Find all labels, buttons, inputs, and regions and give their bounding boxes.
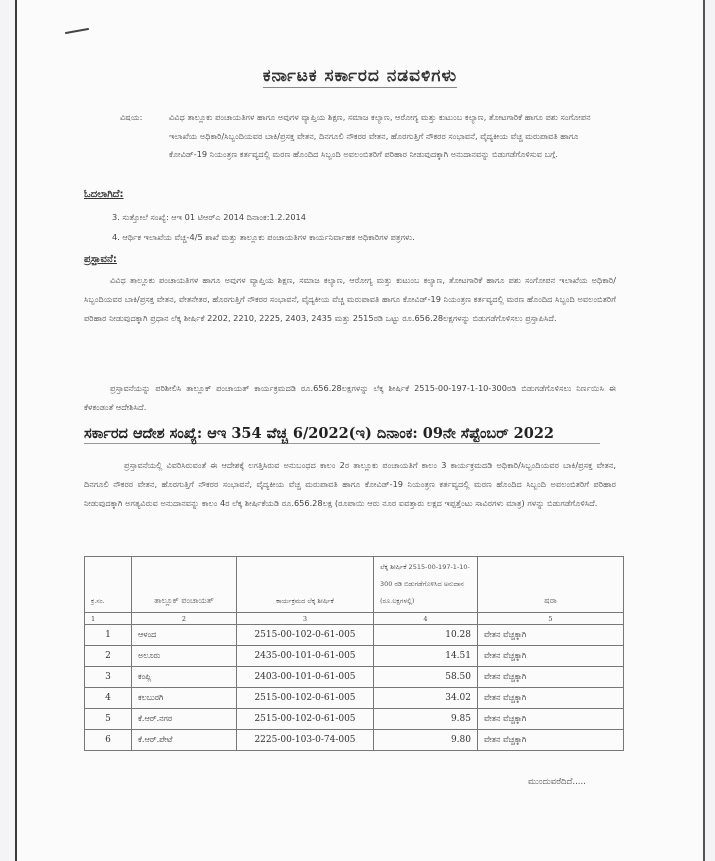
- cell-remarks: ವೇತನ ವೆಚ್ಚಕ್ಕಾಗಿ: [478, 667, 624, 688]
- references-list: [112, 208, 632, 247]
- cell-account-head: 2403-00-101-0-61-005: [237, 667, 374, 688]
- column-number: 2: [132, 613, 237, 625]
- cell-amount: 34.02: [374, 688, 478, 709]
- cell-remarks: ವೇತನ ವೆಚ್ಚಕ್ಕಾಗಿ: [478, 646, 624, 667]
- cell-remarks: ವೇತನ ವೆಚ್ಚಕ್ಕಾಗಿ: [478, 709, 624, 730]
- cell-remarks: ವೇತನ ವೆಚ್ಚಕ್ಕಾಗಿ: [478, 730, 624, 751]
- preamble-paragraph-1: ವಿವಿಧ ತಾಲ್ಲೂಕು ಪಂಚಾಯತಿಗಳ ಹಾಗೂ ಅವುಗಳ ವ್ಯಾಪ್ತಿಯ ಶಿಕ್ಷಣ, ಸಮಾಜ ಕಲ್ಯಾಣ, ಆರೋಗ್ಯ ಮತ್ತು ಕುಟುಂಬ ಕಲ್ಯಾಣ, ತೋಟಗಾರಿಕೆ ಹಾಗೂ ಪಶು ಸಂಗೋಪನ ಇಲಾಖೆಯ ಅಧಿಕಾರಿ/ಸಿಬ್ಬಂದಿಯವರ ಬಾಕಿ/ಪ್ರಸಕ್ತ ವೇತನ, ವೇತನೇತರ, ಹೊರಗುತ್ತಿಗೆ ನೌಕರರ ಸಂಭಾವನೆ, ವೈದ್ಯಕೀಯ ವೆಚ್ಚ ಮರುಪಾವತಿ ಹಾಗೂ ಕೋವಿಡ್-19 ನಿಯಂತ್ರಣ ಕರ್ತವ್ಯದಲ್ಲಿ ಮರಣ ಹೊಂದಿದ ಸಿಬ್ಬಂದಿ ಅವಲಂಬಿತರಿಗೆ ಪರಿಹಾರ ನೀಡುವುದಕ್ಕಾಗಿ ಪ್ರಧಾನ ಲೆಕ್ಕ ಶೀರ್ಷಿಕೆ 2202, 2210, 2225, 2403, 2435 ಮತ್ತು 2515ರಡಿ ಒಟ್ಟು ರೂ.656.28ಲಕ್ಷಗಳನ್ನು ಬಿಡುಗಡೆಗೊಳಿಸಲು ಪ್ರಸ್ತಾಪಿಸಿದೆ.: [84, 275, 616, 323]
- header-remarks: ಷರಾ: [478, 557, 624, 613]
- cell-amount: 9.85: [374, 709, 478, 730]
- cell-serial: 4: [85, 688, 132, 709]
- column-number-row: [85, 613, 624, 625]
- order-heading: ಸರ್ಕಾರದ ಆದೇಶ ಸಂಖ್ಯೆ: ಆಇ 354 ವೆಚ್ಚ 6/2022(ಇ) ದಿನಾಂಕ: 09ನೇ ಸೆಪ್ಟೆಂಬರ್ 2022: [84, 425, 600, 444]
- table-row: [85, 667, 624, 688]
- order-paragraph: ಪ್ರಸ್ತಾವನೆಯಲ್ಲಿ ವಿವರಿಸಿರುವಂತೆ ಈ ಆದೇಶಕ್ಕೆ ಲಗತ್ತಿಸಿರುವ ಅನುಬಂಧದ ಕಾಲಂ 2ರ ತಾಲ್ಲೂಕು ಪಂಚಾಯತಿಗೆ ಕಾಲಂ 3 ಕಾರ್ಯಕ್ರಮದಡಿ ಅಧಿಕಾರಿ/ಸಿಬ್ಬಂದಿಯವರ ಬಾಕಿ/ಪ್ರಸಕ್ತ ವೇತನ, ದಿನಗೂಲಿ ನೌಕರರ ವೇತನ, ಹೊರಗುತ್ತಿಗೆ ನೌಕರರ ಸಂಭಾವನೆ, ವೈದ್ಯಕೀಯ ವೆಚ್ಚ ಮರುಪಾವತಿ ಹಾಗೂ ಕೋವಿಡ್-19 ನಿಯಂತ್ರಣ ಕರ್ತವ್ಯದಲ್ಲಿ ಮರಣ ಹೊಂದಿದ ಸಿಬ್ಬಂದಿ ಅವಲಂಬಿತರಿಗೆ ಪರಿಹಾರ ನೀಡುವುದಕ್ಕಾಗಿ ಅಗತ್ಯವಿರುವ ಅನುದಾನವನ್ನು ಕಾಲಂ 4ರ ಲೆಕ್ಕ ಶೀರ್ಷಿಕೆಯಡಿ ರೂ.656.28ಲಕ್ಷ (ರೂಪಾಯಿ ಆರು ನೂರ ಐವತ್ತಾರು ಲಕ್ಷದ ಇಪ್ಪತ್ತೆಂಟು ಸಾವಿರಗಳು ಮಾತ್ರ) ಗಳನ್ನು ಬಿಡುಗಡೆಗೊಳಿಸಿದೆ.: [84, 460, 616, 508]
- table-header-row: [85, 557, 624, 613]
- column-number: 3: [237, 613, 374, 625]
- table-row: [85, 730, 624, 751]
- header-account-head: ಕಾರ್ಯಕ್ರಮದ ಲೆಕ್ಕ ಶೀರ್ಷಿಕೆ: [237, 557, 374, 613]
- reference-item: 4. ಆರ್ಥಿಕ ಇಲಾಖೆಯ ವೆಚ್ಚ-4/5 ಶಾಖೆ ಮತ್ತು ತಾಲ್ಲೂಕು ಪಂಚಾಯತಿಗಳ ಕಾರ್ಯನಿರ್ವಾಹಕ ಅಧಿಕಾರಿಗಳ ಪತ್ರಗಳು.: [112, 231, 415, 242]
- document-title-wrap: [17, 66, 703, 86]
- cell-taluk: ಕೆ.ಆರ್.ನಗರ: [132, 709, 237, 730]
- cell-account-head: 2515-00-102-0-61-005: [237, 625, 374, 646]
- cell-account-head: 2515-00-102-0-61-005: [237, 688, 374, 709]
- preamble-paragraph-2: ಪ್ರಸ್ತಾವನೆಯನ್ನು ಪರಿಶೀಲಿಸಿ ತಾಲ್ಲೂಕ್ ಪಂಚಾಯತ್ ಕಾರ್ಯಕ್ರಮದಡಿ ರೂ.656.28ಲಕ್ಷಗಳನ್ನು ಲೆಕ್ಕ ಶೀರ್ಷಿಕೆ 2515-00-197-1-10-300ರಡಿ ಬಿಡುಗಡೆಗೊಳಿಸಲು ನಿರ್ಣಯಿಸಿ ಈ ಕೆಳಕಂಡಂತೆ ಆದೇಶಿಸಿದೆ.: [84, 383, 616, 412]
- column-number: 5: [478, 613, 624, 625]
- cell-remarks: ವೇತನ ವೆಚ್ಚಕ್ಕಾಗಿ: [478, 625, 624, 646]
- cell-serial: 6: [85, 730, 132, 751]
- table-row: [85, 688, 624, 709]
- table-row: [85, 625, 624, 646]
- cell-serial: 5: [85, 709, 132, 730]
- column-number: 4: [374, 613, 478, 625]
- continued-note: ಮುಂದುವರೆದಿದೆ.....: [528, 777, 586, 787]
- cell-taluk: ಆಳಂದ: [132, 625, 237, 646]
- allocation-table: [84, 556, 624, 751]
- cell-amount: 9.80: [374, 730, 478, 751]
- preamble-heading: ಪ್ರಸ್ತಾವನೆ:: [84, 254, 117, 265]
- reference-item: 3. ಸುತ್ತೋಲೆ ಸಂಖ್ಯೆ: ಆಇ 01 ಟಿಆರ್‌ಎ 2014 ದಿನಾಂಕ:1.2.2014: [112, 212, 306, 222]
- cell-account-head: 2435-00-101-0-61-005: [237, 646, 374, 667]
- subject-label: ವಿಷಯ:: [120, 112, 143, 122]
- cell-serial: 3: [85, 667, 132, 688]
- column-number: 1: [85, 613, 132, 625]
- subject-text: ವಿವಿಧ ತಾಲ್ಲೂಕು ಪಂಚಾಯತಿಗಳ ಹಾಗೂ ಅವುಗಳ ವ್ಯಾಪ್ತಿಯ ಶಿಕ್ಷಣ, ಸಮಾಜ ಕಲ್ಯಾಣ, ಆರೋಗ್ಯ ಮತ್ತು ಕುಟುಂಬ ಕಲ್ಯಾಣ, ತೋಟಗಾರಿಕೆ ಹಾಗೂ ಪಶು ಸಂಗೋಪನ ಇಲಾಖೆಯ ಅಧಿಕಾರಿ/ಸಿಬ್ಬಂದಿಯವರ ಬಾಕಿ/ಪ್ರಸಕ್ತ ವೇತನ, ದಿನಗೂಲಿ ನೌಕರರ ವೇತನ, ಹೊರಗುತ್ತಿಗೆ ನೌಕರರ ಸಂಭಾವನೆ, ವೈದ್ಯಕೀಯ ವೆಚ್ಚ ಮರುಪಾವತಿ ಹಾಗೂ ಕೋವಿಡ್-19 ನಿಯಂತ್ರಣ ಕರ್ತವ್ಯದಲ್ಲಿ ಮರಣ ಹೊಂದಿದ ಸಿಬ್ಬಂದಿ ಅವಲಂಬಿತರಿಗೆ ಪರಿಹಾರ ನೀಡುವುದಕ್ಕಾಗಿ ಅನುದಾನವನ್ನು ಬಿಡುಗಡೆಗೊಳಿಸುವ ಬಗ್ಗೆ.: [169, 112, 591, 159]
- table-row: [85, 709, 624, 730]
- cell-account-head: 2515-00-102-0-61-005: [237, 709, 374, 730]
- pen-mark: [65, 28, 89, 34]
- document-title: ಕರ್ನಾಟಕ ಸರ್ಕಾರದ ನಡವಳಿಗಳು: [262, 66, 458, 86]
- header-amount: ಲೆಕ್ಕ ಶೀರ್ಷಿಕೆ 2515-00-197-1-10-300 ರಡಿ ಬಿಡುಗಡೆಗೊಳಿಸಿದ ಅನುದಾನ (ರೂ.ಲಕ್ಷಗಳಲ್ಲಿ): [374, 557, 478, 613]
- table-row: [85, 646, 624, 667]
- cell-taluk: ಕಂಪ್ಲಿ: [132, 667, 237, 688]
- cell-remarks: ವೇತನ ವೆಚ್ಚಕ್ಕಾಗಿ: [478, 688, 624, 709]
- references-heading: ಓದಲಾಗಿದೆ:: [84, 189, 124, 200]
- cell-serial: 2: [85, 646, 132, 667]
- cell-account-head: 2225-00-103-0-74-005: [237, 730, 374, 751]
- cell-taluk: ಅಲೂರು: [132, 646, 237, 667]
- cell-amount: 58.50: [374, 667, 478, 688]
- cell-taluk: ಕಲಬುರಗಿ: [132, 688, 237, 709]
- header-taluk: ತಾಲ್ಲೂಕ್ ಪಂಚಾಯತ್: [132, 557, 237, 613]
- cell-taluk: ಕೆ.ಆರ್.ಪೇಟೆ: [132, 730, 237, 751]
- cell-amount: 14.51: [374, 646, 478, 667]
- cell-serial: 1: [85, 625, 132, 646]
- header-serial: ಕ್ರ.ಸಂ.: [85, 557, 132, 613]
- cell-amount: 10.28: [374, 625, 478, 646]
